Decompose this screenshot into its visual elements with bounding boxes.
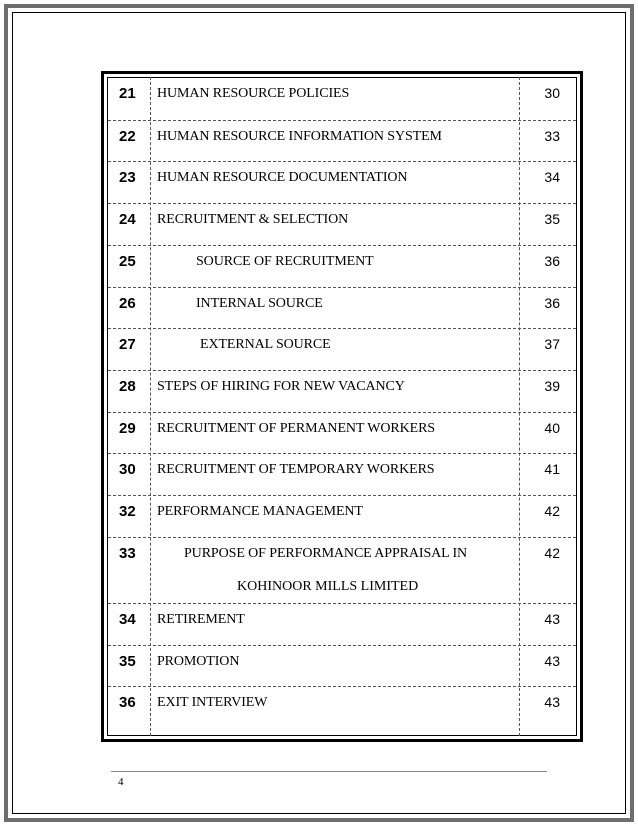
row-number: 29 (119, 420, 136, 437)
row-page: 42 (544, 545, 560, 561)
footer-rule (111, 771, 547, 772)
row-page: 36 (544, 295, 560, 311)
toc-row (108, 120, 576, 161)
row-page: 41 (544, 461, 560, 477)
row-page: 33 (544, 128, 560, 144)
row-number: 34 (119, 611, 136, 628)
row-number: 25 (119, 253, 136, 270)
row-number: 36 (119, 694, 136, 711)
row-page: 35 (544, 211, 560, 227)
toc-row (108, 287, 576, 328)
row-number: 26 (119, 295, 136, 312)
row-page: 34 (544, 169, 560, 185)
row-page: 43 (544, 611, 560, 627)
row-page: 43 (544, 653, 560, 669)
toc-row (108, 537, 576, 603)
toc-row (108, 645, 576, 686)
row-page: 40 (544, 420, 560, 436)
row-title: RECRUITMENT OF TEMPORARY WORKERS (157, 462, 435, 477)
row-page: 39 (544, 378, 560, 394)
toc-row (108, 328, 576, 370)
toc-row (108, 370, 576, 412)
row-number: 23 (119, 169, 136, 186)
row-number: 35 (119, 653, 136, 670)
row-number: 21 (119, 85, 136, 102)
row-number: 28 (119, 378, 136, 395)
row-title: PROMOTION (157, 654, 240, 669)
row-number: 27 (119, 336, 136, 353)
row-title: HUMAN RESOURCE POLICIES (157, 86, 350, 101)
row-number: 24 (119, 211, 136, 228)
row-title: SOURCE OF RECRUITMENT (196, 254, 374, 269)
row-title: RETIREMENT (157, 612, 245, 627)
row-title: PERFORMANCE MANAGEMENT (157, 504, 363, 519)
row-number: 30 (119, 461, 136, 478)
toc-row (108, 77, 576, 120)
row-title: HUMAN RESOURCE INFORMATION SYSTEM (157, 129, 442, 144)
row-number: 22 (119, 128, 136, 145)
row-title: INTERNAL SOURCE (196, 296, 323, 311)
row-page: 37 (544, 336, 560, 352)
toc-row (108, 203, 576, 245)
row-title: EXIT INTERVIEW (157, 695, 268, 710)
toc-row (108, 412, 576, 453)
page-number: 4 (118, 776, 124, 788)
row-number: 32 (119, 503, 136, 520)
row-page: 42 (544, 503, 560, 519)
row-number: 33 (119, 545, 136, 562)
toc-row (108, 603, 576, 645)
row-title: EXTERNAL SOURCE (200, 337, 331, 352)
toc-row (108, 453, 576, 495)
row-title: PURPOSE OF PERFORMANCE APPRAISAL IN (184, 546, 468, 561)
row-title-continuation: KOHINOOR MILLS LIMITED (237, 579, 419, 594)
row-title: RECRUITMENT OF PERMANENT WORKERS (157, 421, 435, 436)
row-page: 36 (544, 253, 560, 269)
row-title: STEPS OF HIRING FOR NEW VACANCY (157, 379, 405, 394)
row-title: HUMAN RESOURCE DOCUMENTATION (157, 170, 408, 185)
toc-row (108, 245, 576, 287)
toc-row (108, 495, 576, 537)
row-title: RECRUITMENT & SELECTION (157, 212, 349, 227)
row-page: 30 (544, 85, 560, 101)
toc-row (108, 686, 576, 736)
toc-row (108, 161, 576, 203)
row-page: 43 (544, 694, 560, 710)
